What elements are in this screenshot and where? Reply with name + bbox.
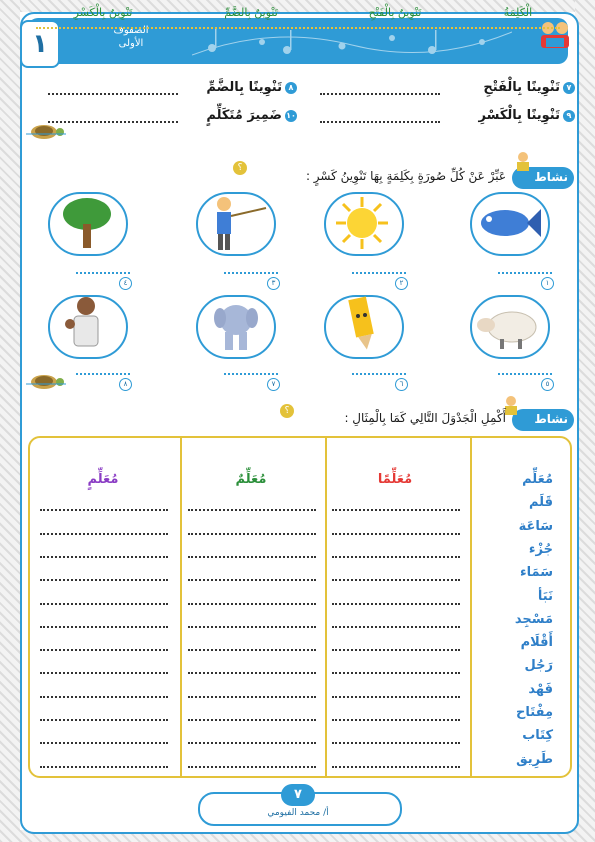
activity-2-instruction: أَكْمِلِ الْجَدْوَلَ التَّالِي كَمَا بِالْمِثَالِ : — [344, 411, 506, 425]
table-answer-cell[interactable] — [188, 626, 316, 628]
table-answer-cell[interactable] — [188, 533, 316, 535]
completion-table — [28, 436, 572, 778]
turtle-icon — [22, 120, 66, 140]
grade-label-line1: الصفوف — [113, 25, 149, 36]
question-7-number: ٧ — [563, 82, 575, 94]
caption-6[interactable] — [340, 369, 408, 391]
activity-1-tag-label: نشاط — [534, 170, 568, 184]
elephant-icon — [214, 298, 258, 352]
table-answer-cell[interactable] — [332, 672, 460, 674]
table-answer-cell[interactable] — [332, 696, 460, 698]
table-column-divider — [470, 438, 472, 776]
question-9-number: ٩ — [563, 110, 575, 122]
grade-label-line2: الأولى — [118, 38, 144, 49]
question-7 — [483, 80, 575, 95]
table-answer-cell[interactable] — [188, 719, 316, 721]
example-damma: مُعَلِّمٌ — [235, 472, 267, 487]
table-answer-cell[interactable] — [40, 533, 168, 535]
table-header-word: الْكَلِمَةُ — [503, 6, 533, 19]
table-answer-cell[interactable] — [332, 719, 460, 721]
table-answer-cell[interactable] — [40, 603, 168, 605]
table-answer-cell[interactable] — [40, 626, 168, 628]
question-9-text: تَنْوِينًا بِالْكَسْرِ — [478, 108, 560, 123]
question-bulb-icon: ؟ — [233, 161, 247, 175]
example-fatha: مُعَلِّمًا — [377, 472, 413, 487]
sun-icon — [334, 195, 390, 251]
question-8 — [206, 80, 297, 95]
table-column-divider — [180, 438, 182, 776]
caption-2[interactable] — [340, 268, 408, 290]
child-with-book-icon — [512, 150, 534, 172]
table-word: قَلَم — [528, 495, 553, 511]
table-word: طَرِيق — [516, 751, 553, 767]
caption-3-number: ٣ — [267, 277, 280, 290]
caption-6-number: ٦ — [395, 378, 408, 391]
table-answer-cell[interactable] — [188, 766, 316, 768]
table-header-separator — [36, 27, 560, 29]
doodle-border-left — [0, 0, 20, 842]
table-column-divider — [325, 438, 327, 776]
table-answer-cell[interactable] — [40, 742, 168, 744]
question-9 — [479, 108, 575, 123]
table-word: رَجُل — [524, 658, 553, 674]
table-answer-cell[interactable] — [332, 626, 460, 628]
caption-8[interactable] — [64, 369, 132, 391]
caption-1[interactable] — [486, 268, 554, 290]
table-answer-cell[interactable] — [40, 556, 168, 558]
caption-4[interactable] — [64, 268, 132, 290]
table-header-kasra: تَنْوِينٌ بِالْكَسْرِ — [73, 6, 133, 19]
table-answer-cell[interactable] — [332, 603, 460, 605]
table-answer-cell[interactable] — [188, 603, 316, 605]
man-thumbs-up-icon — [64, 294, 108, 350]
table-word: نَبَأ — [537, 588, 553, 604]
question-10-number: ١٠ — [286, 110, 296, 120]
table-word: مَسْجِد — [514, 611, 553, 627]
table-answer-cell[interactable] — [40, 719, 168, 721]
question-7-text: تَنْوِينًا بِالْفَتْحِ — [483, 80, 560, 95]
question-10-text: ضَمِيرَ مُتَكَلِّمٍ — [206, 108, 282, 123]
sheep-icon — [474, 303, 542, 351]
table-word: كِتَاب — [522, 728, 553, 744]
answer-line-7[interactable] — [320, 93, 440, 95]
pencil-icon — [342, 294, 380, 352]
caption-5[interactable] — [486, 369, 554, 391]
table-answer-cell[interactable] — [332, 579, 460, 581]
table-word: فَهْد — [528, 681, 553, 697]
table-word: مُعَلِّم — [522, 472, 553, 487]
question-bulb-icon: ؟ — [280, 404, 294, 418]
table-answer-cell[interactable] — [332, 742, 460, 744]
caption-7-number: ٧ — [267, 378, 280, 391]
page-number-badge: ١ — [20, 20, 60, 68]
caption-2-number: ٢ — [395, 277, 408, 290]
table-answer-cell[interactable] — [332, 509, 460, 511]
table-word: سَمَاء — [519, 565, 553, 581]
music-notes-decoration-icon — [192, 20, 512, 60]
table-word: جُزْء — [528, 541, 553, 557]
table-answer-cell[interactable] — [188, 672, 316, 674]
table-answer-cell[interactable] — [188, 509, 316, 511]
question-8-text: تَنْوِينًا بِالضَّمِّ — [206, 80, 282, 95]
caption-4-number: ٤ — [119, 277, 132, 290]
activity-2-tag-label: نشاط — [534, 412, 568, 426]
teacher-icon — [206, 194, 268, 252]
answer-line-8[interactable] — [48, 93, 178, 95]
question-8-number: ٨ — [285, 82, 297, 94]
tree-icon — [58, 194, 116, 252]
table-answer-cell[interactable] — [332, 649, 460, 651]
activity-1-instruction: عَبِّرْ عَنْ كُلِّ صُورَةٍ بِكَلِمَةٍ بِهَا تَنْوِينُ كَسْرٍ : — [305, 169, 506, 183]
table-answer-cell[interactable] — [188, 742, 316, 744]
table-answer-cell[interactable] — [40, 672, 168, 674]
table-header-fatha: تَنْوِينٌ بِالْفَتْحِ — [368, 6, 422, 19]
caption-3[interactable] — [212, 268, 280, 290]
table-answer-cell[interactable] — [332, 766, 460, 768]
caption-7[interactable] — [212, 369, 280, 391]
example-kasra: مُعَلِّمٍ — [87, 472, 119, 487]
fish-icon — [475, 203, 541, 243]
footer-page-number: ٧ — [281, 784, 315, 806]
answer-line-10[interactable] — [48, 121, 178, 123]
table-answer-cell[interactable] — [40, 766, 168, 768]
table-answer-cell[interactable] — [332, 533, 460, 535]
footer-author: أ/ محمد الفيومي — [267, 808, 329, 818]
answer-line-9[interactable] — [320, 121, 440, 123]
table-answer-cell[interactable] — [188, 696, 316, 698]
table-answer-cell[interactable] — [40, 696, 168, 698]
caption-5-number: ٥ — [541, 378, 554, 391]
turtle-icon — [22, 370, 66, 390]
table-answer-cell[interactable] — [188, 649, 316, 651]
table-answer-cell[interactable] — [40, 579, 168, 581]
table-answer-cell[interactable] — [188, 556, 316, 558]
table-word: مِفْتَاح — [516, 705, 553, 720]
table-answer-cell[interactable] — [332, 556, 460, 558]
table-answer-cell[interactable] — [40, 649, 168, 651]
table-answer-cell[interactable] — [188, 579, 316, 581]
table-word: أَقْلَام — [520, 635, 553, 651]
question-10 — [206, 108, 297, 123]
caption-8-number: ٨ — [119, 378, 132, 391]
table-header-damma: تَنْوِينٌ بِالضَّمِّ — [224, 6, 278, 19]
table-word: سَاعَة — [518, 518, 553, 534]
table-answer-cell[interactable] — [40, 509, 168, 511]
caption-1-number: ١ — [541, 277, 554, 290]
